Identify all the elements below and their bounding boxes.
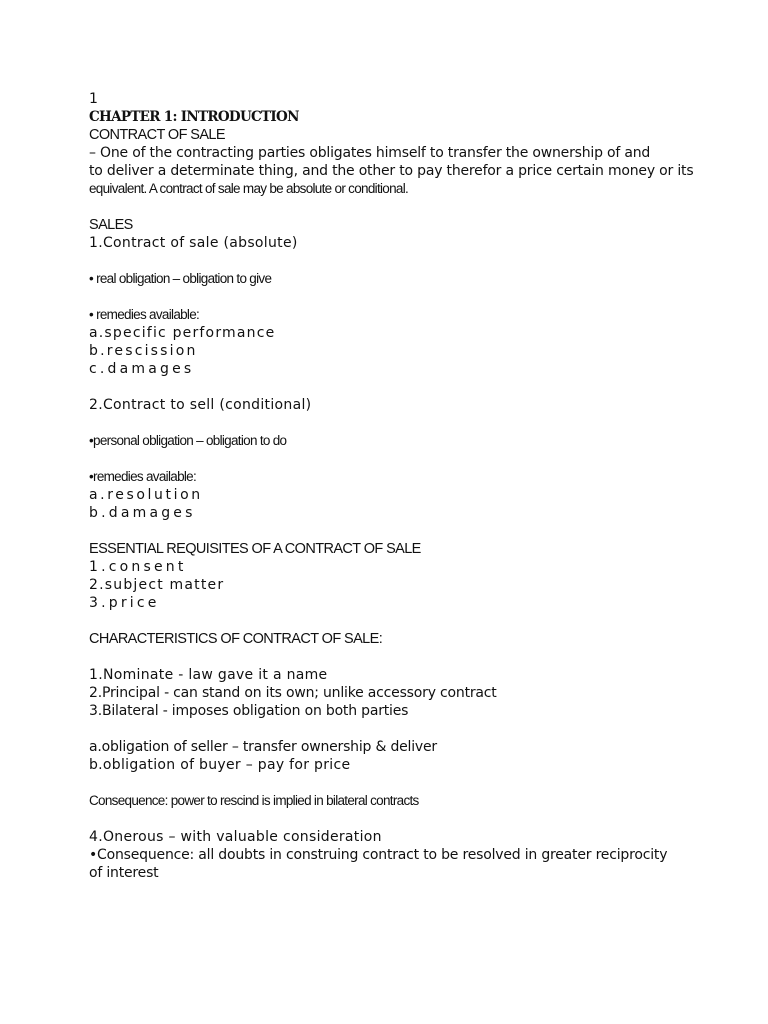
absolute-title: 1.Contract of sale (absolute): [89, 235, 298, 251]
onerous-consequence: •Consequence: all doubts in construing contract to be resolved in greater reciprocity of interest: [89, 847, 668, 881]
conditional-remedies-label: •remedies available:: [89, 469, 197, 484]
seller-obligation: a.obligation of seller – transfer ownership & deliver: [89, 739, 437, 755]
requisite-item: 2.subject matter: [89, 577, 225, 593]
sales-heading: SALES: [89, 217, 133, 233]
absolute-remedies-label: • remedies available:: [89, 307, 200, 322]
remedy-item: b.rescission: [89, 343, 198, 359]
document-page: [89, 90, 694, 882]
remedy-item: a.specific performance: [89, 325, 276, 341]
remedy-item: c.damages: [89, 361, 195, 377]
definition-line-1: – One of the contracting parties obligates himself to transfer the ownership of and: [89, 145, 651, 161]
definition-line-2: to deliver a determinate thing, and the other to pay therefor a price certain money or its: [89, 163, 694, 179]
characteristic-item: 3.Bilateral - imposes obligation on both parties: [89, 703, 409, 719]
definition-line-3: equivalent. A contract of sale may be absolute or conditional.: [89, 181, 409, 196]
remedy-item: a.resolution: [89, 487, 203, 503]
remedy-item: b.damages: [89, 505, 196, 521]
characteristics-heading: CHARACTERISTICS OF CONTRACT OF SALE:: [89, 631, 383, 647]
bilateral-consequence: Consequence: power to rescind is implied in bilateral contracts: [89, 793, 419, 808]
chapter-title: CHAPTER 1: INTRODUCTION: [89, 109, 299, 125]
requisite-item: 1.consent: [89, 559, 187, 575]
onerous-item: 4.Onerous – with valuable consideration: [89, 829, 382, 845]
characteristic-item: 2.Principal - can stand on its own; unlike accessory contract: [89, 685, 497, 701]
conditional-obligation: •personal obligation – obligation to do: [89, 433, 287, 448]
characteristic-item: 1.Nominate - law gave it a name: [89, 667, 328, 683]
absolute-obligation: • real obligation – obligation to give: [89, 271, 272, 286]
page-number: 1: [89, 91, 99, 107]
contract-of-sale-heading: CONTRACT OF SALE: [89, 127, 225, 143]
requisite-item: 3.price: [89, 595, 160, 611]
requisites-heading: ESSENTIAL REQUISITES OF A CONTRACT OF SALE: [89, 541, 421, 557]
conditional-title: 2.Contract to sell (conditional): [89, 397, 312, 413]
buyer-obligation: b.obligation of buyer – pay for price: [89, 757, 351, 773]
